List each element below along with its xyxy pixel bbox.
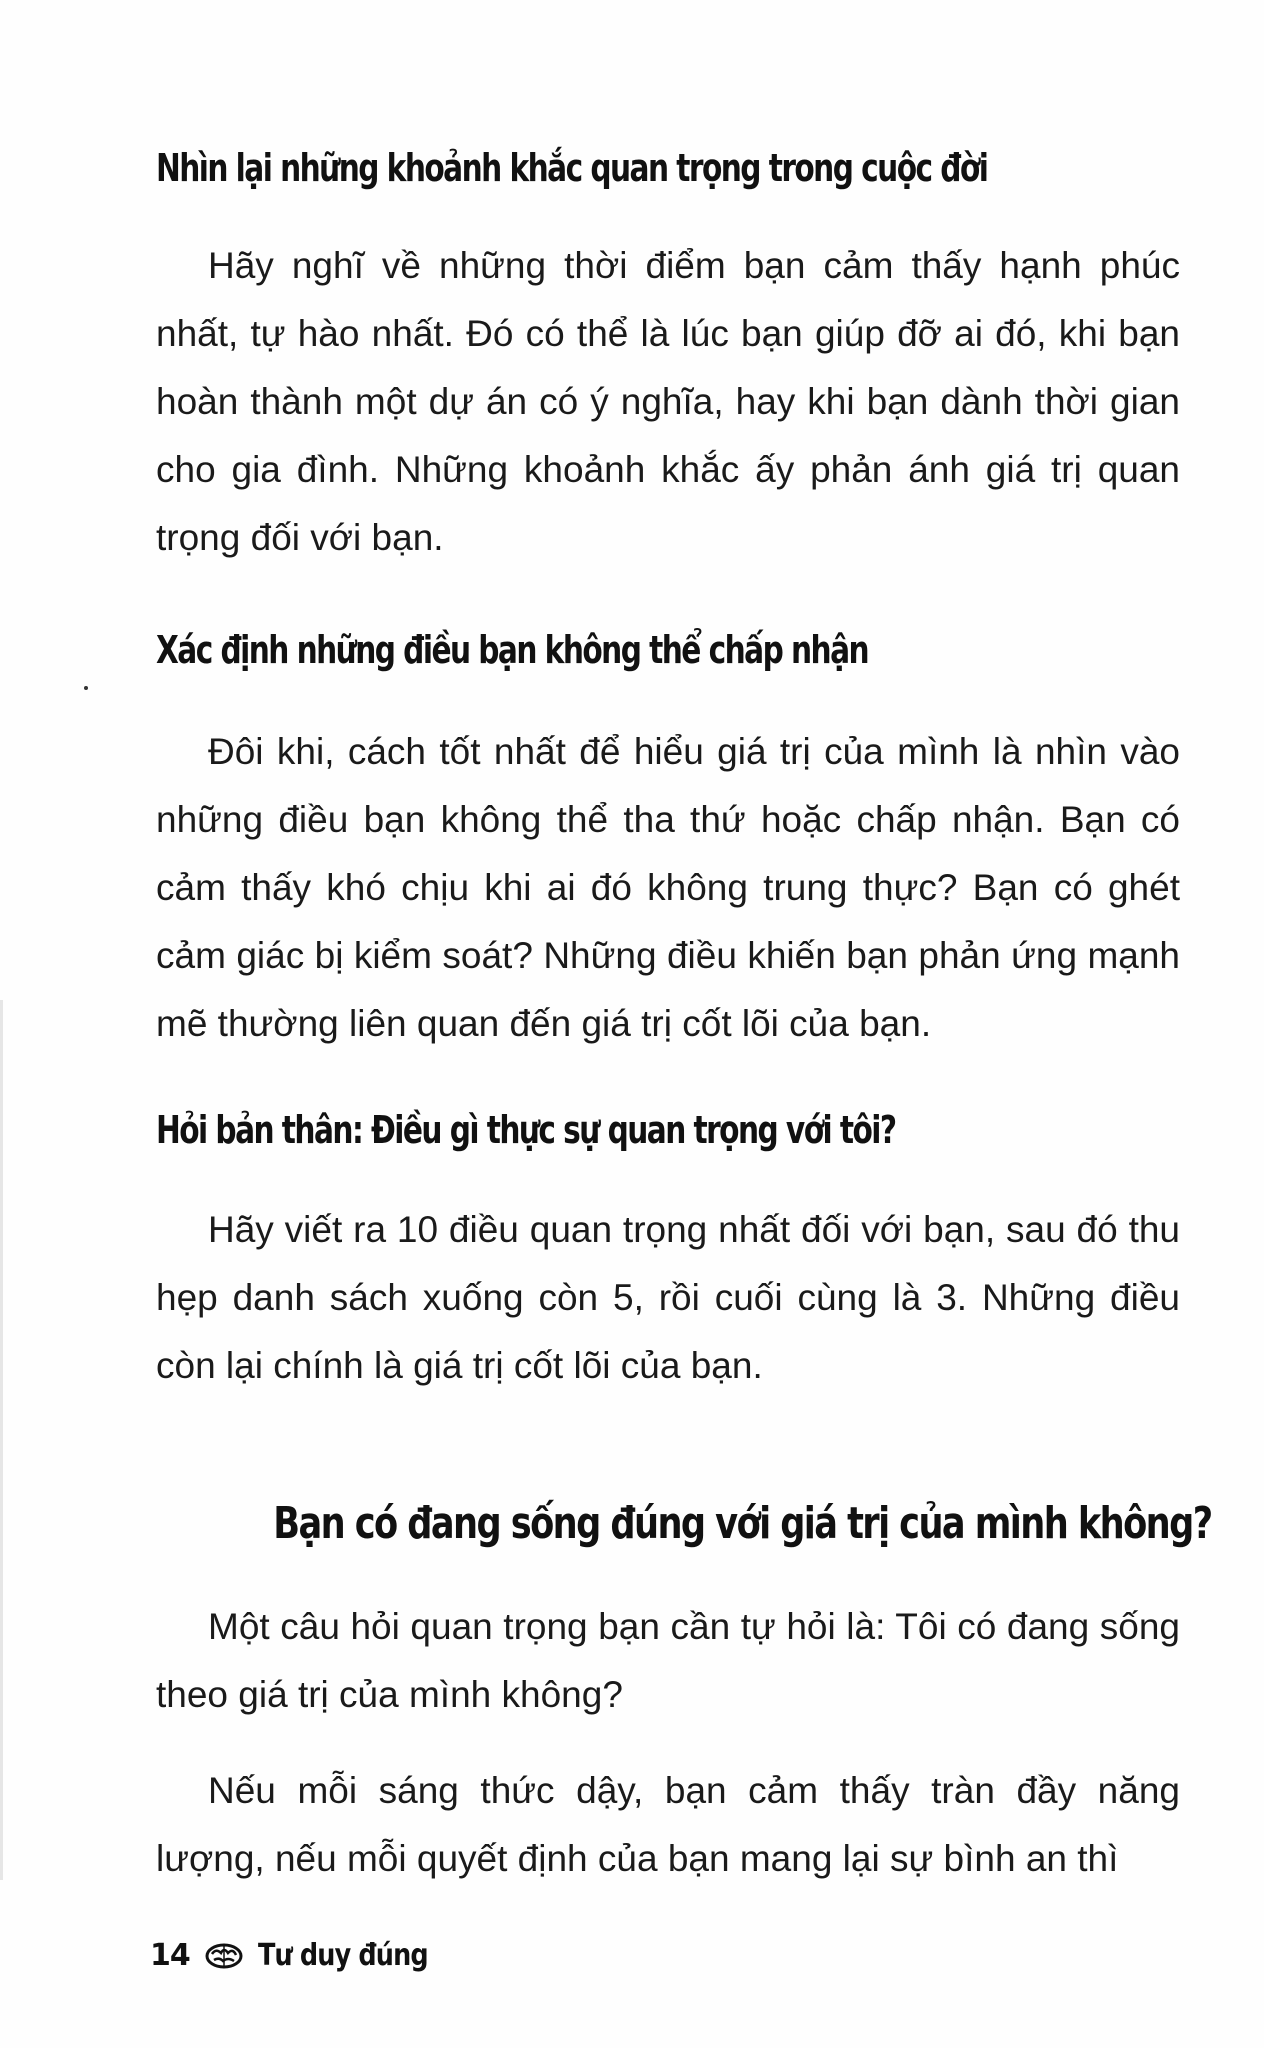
- page-number: 14: [150, 1938, 190, 1973]
- major-section-heading-text: Bạn có đang sống đúng với giá trị của mình không?: [273, 1498, 1212, 1549]
- page-edge-shadow: [0, 1000, 3, 1880]
- section-heading-3: Hỏi bản thân: Điều gì thực sự quan trọng với tôi?: [156, 1108, 896, 1152]
- section-body-1: Hãy nghĩ về những thời điểm bạn cảm thấy hạnh phúc nhất, tự hào nhất. Đó có thể là lúc bạn giúp đỡ ai đó, khi bạn hoàn thành một dự án có ý nghĩa, hay khi bạn dành thời gian cho gia đình. Những khoảnh khắc ấy phản ánh giá trị quan trọng đối với bạn.: [156, 245, 1180, 558]
- major-section-paragraph-1: Một câu hỏi quan trọng bạn cần tự hỏi là: Tôi có đang sống theo giá trị của mình không?: [156, 1605, 1180, 1715]
- page-content: [156, 140, 1212, 1893]
- major-section-paragraph-2: Nếu mỗi sáng thức dậy, bạn cảm thấy tràn đầy năng lượng, nếu mỗi quyết định của bạn mang lại sự bình an thì: [156, 1769, 1180, 1879]
- section-heading-1: Nhìn lại những khoảnh khắc quan trọng trong cuộc đời: [156, 146, 988, 190]
- page-footer: [150, 1938, 458, 1973]
- section-body-2: Đôi khi, cách tốt nhất để hiểu giá trị của mình là nhìn vào những điều bạn không thể tha thứ hoặc chấp nhận. Bạn có cảm thấy khó chịu khi ai đó không trung thực? Bạn có ghét cảm giác bị kiểm soát? Những điều khiến bạn phản ứng mạnh mẽ thường liên quan đến giá trị cốt lõi của bạn.: [156, 731, 1180, 1044]
- print-speck: [84, 686, 88, 690]
- book-title: Tư duy đúng: [257, 1938, 428, 1973]
- major-section-heading: [156, 1492, 1212, 1556]
- section-heading-2: Xác định những điều bạn không thể chấp nhận: [156, 628, 869, 672]
- brain-icon: [204, 1941, 244, 1971]
- section-body-3: Hãy viết ra 10 điều quan trọng nhất đối với bạn, sau đó thu hẹp danh sách xuống còn 5, rồi cuối cùng là 3. Những điều còn lại chính là giá trị cốt lõi của bạn.: [156, 1209, 1180, 1386]
